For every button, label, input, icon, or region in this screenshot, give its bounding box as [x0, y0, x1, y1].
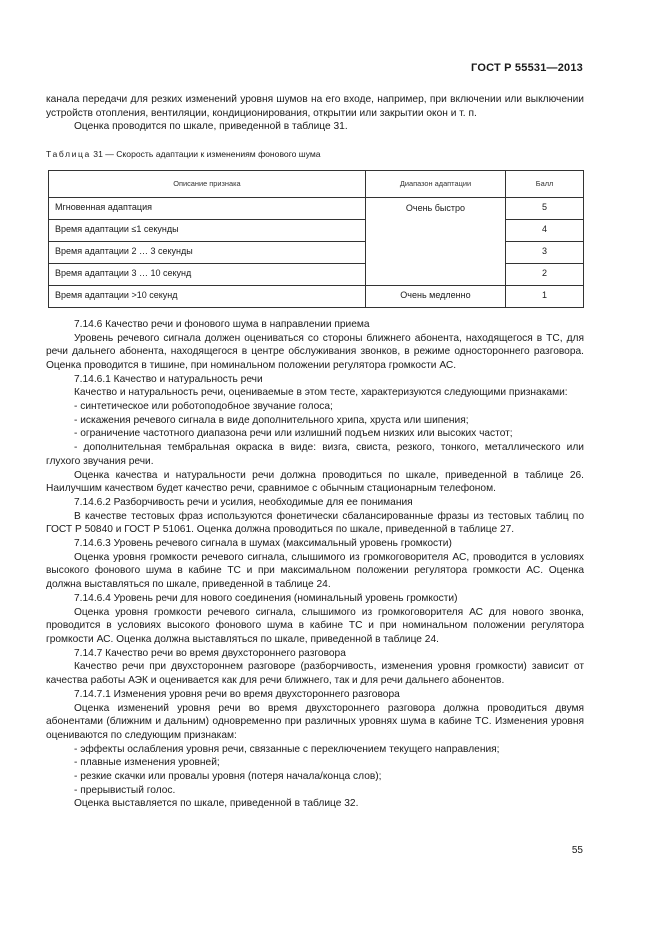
intro-paragraph-continuation: канала передачи для резких изменений уровня шумов на его входе, например, при включении или выключении устройств отопления, вентиляции, кондиционирования, открытии или закрытии окон и т. п.: [46, 94, 584, 119]
row-description: Время адаптации 2 … 3 секунды: [49, 241, 366, 263]
page-number: 55: [571, 845, 583, 856]
paragraph: Оценка уровня громкости речевого сигнала, слышимого из громкоговорителя АС для нового звонка, проводится в условиях высокого фонового шума в кабине ТС и при номинальном положении регулятора громкости АС. Оценка должна выставляться по шкале, приведенной в таблице 24.: [46, 606, 584, 645]
section-heading-7-14-7: 7.14.7 Качество речи во время двухстороннего разговора: [74, 647, 346, 659]
list-item: - искажения речевого сигнала в виде дополнительного хрипа, хруста или шипения;: [74, 414, 469, 426]
row-score: 5: [506, 197, 584, 219]
section-heading-7-14-6: 7.14.6 Качество речи и фонового шума в направлении приема: [74, 318, 370, 330]
section-heading-7-14-6-1: 7.14.6.1 Качество и натуральность речи: [74, 373, 263, 385]
paragraph: Оценка уровня громкости речевого сигнала, слышимого из громкоговорителя АС, проводится в условиях высокого фонового шума в кабине ТС и при максимальном положении регулятора громкости АС. Оценка должна выставляться по шкале, приведенной в таблице 24.: [46, 551, 584, 591]
header-description: Описание признака: [49, 170, 366, 197]
paragraph: Оценка изменений уровня речи во время двухстороннего разговора должна проводиться двумя абонентами (ближним и дальним) одновременно при различных уровнях шума в кабине ТС. Изменения уровня оцениваются по следующим признакам:: [46, 702, 584, 741]
document-number-header: ГОСТ Р 55531—2013: [471, 62, 583, 74]
table-header-row: [49, 170, 584, 197]
list-item: - резкие скачки или провалы уровня (потеря начала/конца слов);: [74, 771, 382, 783]
table-caption-title: 31 — Скорость адаптации к изменениям фонового шума: [90, 149, 321, 160]
row-range: [365, 263, 505, 285]
section-heading-7-14-6-4: 7.14.6.4 Уровень речи для нового соединения (номинальный уровень громкости): [74, 592, 458, 604]
paragraph: Оценка качества и натуральности речи должна проводиться по шкале, приведенной в таблице 26. Наилучшим качеством будет качество речи, сравнимое с обычным стационарным телефоном.: [46, 469, 584, 495]
section-heading-7-14-6-2: 7.14.6.2 Разборчивость речи и усилия, необходимые для ее понимания: [74, 496, 413, 508]
paragraph: В качестве тестовых фраз используются фонетически сбалансированные фразы из тестовых таблиц по ГОСТ Р 50840 и ГОСТ Р 51061. Оценка должна проводиться по шкале, приведенной в таблице 27.: [46, 510, 584, 536]
table-caption: [46, 148, 584, 162]
list-item: - эффекты ослабления уровня речи, связанные с переключением текущего направления;: [74, 743, 500, 755]
table-row: [49, 241, 584, 263]
row-range: [365, 219, 505, 241]
row-description: Время адаптации >10 секунд: [49, 285, 366, 307]
header-score: Балл: [506, 170, 584, 197]
row-range: Очень быстро: [365, 197, 505, 219]
row-description: Мгновенная адаптация: [49, 197, 366, 219]
paragraph: Оценка выставляется по шкале, приведенной в таблице 32.: [74, 798, 359, 810]
row-score: 4: [506, 219, 584, 241]
list-item: - прерывистый голос.: [74, 784, 176, 796]
section-heading-7-14-7-1: 7.14.7.1 Изменения уровня речи во время двухстороннего разговора: [74, 688, 400, 700]
table-row: [49, 197, 584, 219]
list-item: - синтетическое или роботоподобное звучание голоса;: [74, 401, 333, 413]
list-item: - дополнительная тембральная окраска в виде: визга, свиста, резкого, тонкого, металлического или глухого звучания речи.: [46, 442, 584, 467]
list-item: - ограничение частотного диапазона речи или излишний подъем низких или высоких частот;: [74, 428, 513, 440]
intro-paragraph-scale-ref: Оценка проводится по шкале, приведенной в таблице 31.: [74, 121, 348, 133]
table-row: [49, 219, 584, 241]
row-score: 2: [506, 263, 584, 285]
paragraph: Качество и натуральность речи, оцениваемые в этом тесте, характеризуются следующими признаками:: [74, 387, 568, 399]
table-row: [49, 285, 584, 307]
row-description: Время адаптации 3 … 10 секунд: [49, 263, 366, 285]
table-caption-word: Таблица: [46, 149, 91, 160]
paragraph: Уровень речевого сигнала должен оцениваться со стороны ближнего абонента, находящегося в ТС, для речи дальнего абонента, находящегося в центре обслуживания звонков, в режиме одностороннего разговора. Оценка проводится в тишине, при номинальном положении регулятора громкости АС.: [46, 332, 584, 371]
adaptation-speed-table: [48, 170, 584, 308]
list-item: - плавные изменения уровней;: [74, 757, 220, 769]
page-body: [46, 93, 584, 811]
header-range: Диапазон адаптации: [365, 170, 505, 197]
row-range: [365, 241, 505, 263]
table-row: [49, 263, 584, 285]
row-range: Очень медленно: [365, 285, 505, 307]
row-score: 1: [506, 285, 584, 307]
row-description: Время адаптации ≤1 секунды: [49, 219, 366, 241]
paragraph: Качество речи при двухстороннем разговоре (разборчивость, изменения уровня громкости) зависит от качества работы АЭК и оценивается как для речи ближнего, так и для речи дальнего абонентов.: [46, 661, 584, 687]
section-heading-7-14-6-3: 7.14.6.3 Уровень речевого сигнала в шумах (максимальный уровень громкости): [74, 538, 452, 550]
row-score: 3: [506, 241, 584, 263]
